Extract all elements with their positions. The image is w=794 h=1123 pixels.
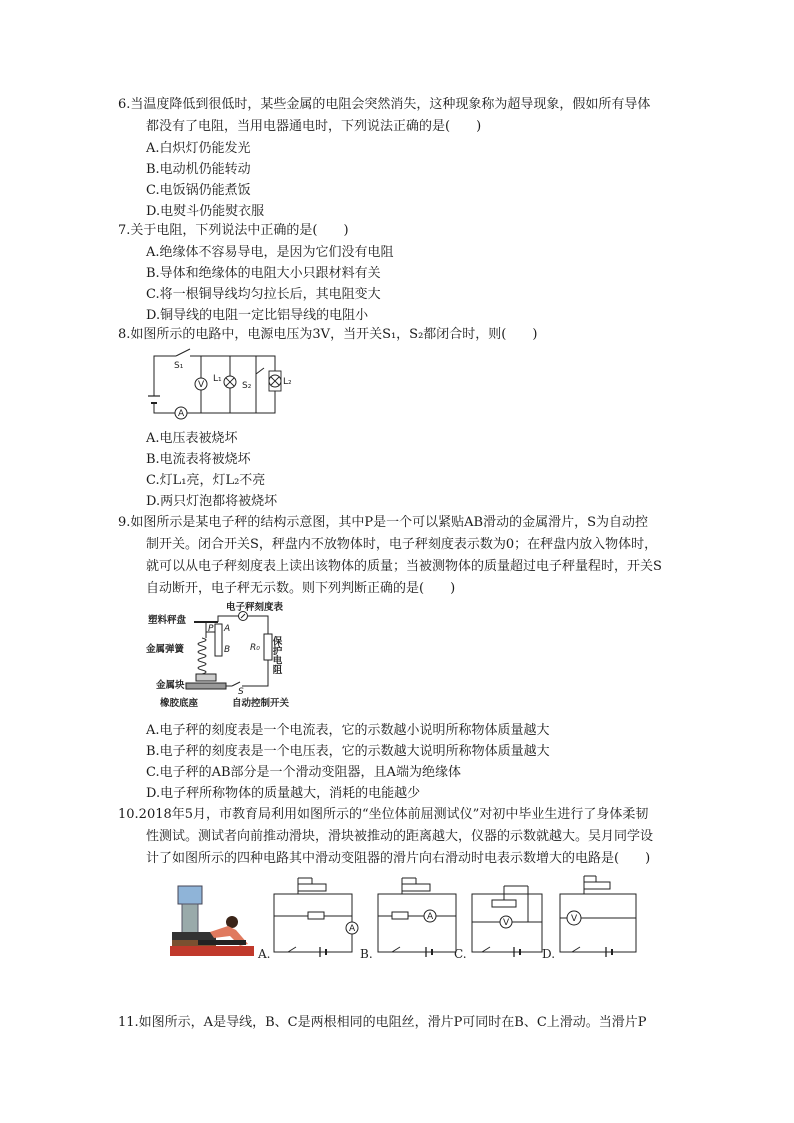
sit-and-reach-photo — [170, 886, 254, 956]
question-7-line-1: 7.关于电阻，下列说法中正确的是( ) — [118, 223, 349, 238]
label-spring: 金属弹簧 — [146, 644, 185, 655]
label-dial: 电子秤刻度表 — [226, 602, 284, 613]
question-9-options — [146, 720, 550, 804]
circuit-b — [378, 878, 456, 957]
question-10-stem — [118, 804, 698, 870]
label-s1: S₁ — [174, 361, 184, 371]
label-p: P — [208, 624, 214, 634]
question-9-line-3: 就可以从电子秤刻度表上读出该物体的质量；当被测物体的质量超过电子秤量程时，开关S — [146, 559, 662, 574]
label-protect-resistor: 保护电阻 — [270, 636, 282, 674]
label-pan: 塑料秤盘 — [148, 615, 187, 626]
question-6-options — [146, 138, 264, 222]
option-c: C.灯L₁亮，灯L₂不亮 — [146, 473, 266, 488]
option-a: A.绝缘体不容易导电，是因为它们没有电阻 — [146, 245, 394, 260]
question-7 — [118, 220, 698, 242]
question-8-line-1: 8.如图所示的电路中，电源电压为3V，当开关S₁，S₂都闭合时，则( ) — [118, 327, 538, 342]
question-6-stem — [118, 94, 698, 138]
choice-a: A. — [258, 947, 271, 961]
label-block: 金属块 — [156, 680, 185, 691]
label-l1: L₁ — [213, 374, 222, 384]
question-6-line-1: 6.当温度降低到很低时，某些金属的电阻会突然消失，这种现象称为超导现象，假如所有导体 — [118, 97, 651, 112]
electronic-scale-figure — [146, 598, 316, 714]
label-b: B — [224, 645, 231, 655]
circuit-figure-q8 — [146, 346, 306, 426]
label-auto-switch: 自动控制开关 — [232, 698, 290, 709]
option-d: D.铜导线的电阻一定比铝导线的电阻小 — [146, 308, 369, 323]
label-a: A — [178, 409, 185, 419]
question-8 — [118, 324, 698, 346]
option-c: C.将一根铜导线均匀拉长后，其电阻变大 — [146, 287, 381, 302]
question-9-line-4: 自动断开，电子秤无示数。则下列判断正确的是( ) — [146, 581, 456, 596]
meter-b-label: A — [427, 912, 434, 922]
question-11 — [118, 1012, 718, 1034]
choice-c: C. — [454, 947, 467, 961]
option-a: A.电压表被烧坏 — [146, 431, 238, 446]
label-s: S — [238, 687, 244, 697]
option-b: B.导体和绝缘体的电阻大小只跟材料有关 — [146, 266, 381, 281]
choice-b: B. — [360, 947, 373, 961]
option-c: C.电饭锅仍能煮饭 — [146, 183, 251, 198]
meter-a-label: A — [349, 924, 356, 934]
option-a: A.电子秤的刻度表是一个电流表，它的示数越小说明所称物体质量越大 — [146, 723, 550, 738]
label-l2: L₂ — [283, 377, 292, 387]
option-a: A.白炽灯仍能发光 — [146, 141, 251, 156]
label-v: V — [198, 380, 205, 390]
option-d: D.电熨斗仍能熨衣服 — [146, 204, 265, 219]
label-s2: S₂ — [242, 381, 252, 391]
label-r0: R₀ — [250, 643, 260, 653]
question-6 — [118, 94, 698, 138]
meter-c-label: V — [503, 918, 510, 928]
option-d: D.电子秤所称物体的质量越大，消耗的电能越少 — [146, 786, 421, 801]
question-9-line-2: 制开关。闭合开关S，秤盘内不放物体时，电子秤刻度表示数为0；在秤盘内放入物体时， — [146, 537, 658, 552]
question-10-figures — [170, 874, 670, 964]
option-d: D.两只灯泡都将被烧坏 — [146, 494, 278, 509]
label-base: 橡胶底座 — [160, 698, 199, 709]
label-a: A — [224, 624, 231, 634]
question-7-options — [146, 242, 394, 326]
option-b: B.电流表将被烧坏 — [146, 452, 251, 467]
question-6-line-2: 都没有了电阻，当用电器通电时，下列说法正确的是( ) — [146, 119, 482, 134]
meter-d-label: V — [571, 914, 578, 924]
question-9 — [118, 512, 698, 600]
option-b: B.电子秤的刻度表是一个电压表，它的示数越大说明所称物体质量越大 — [146, 744, 550, 759]
circuit-a — [274, 878, 352, 957]
question-10-line-2: 性测试。测试者向前推动滑块，滑块被推动的距离越大，仪器的示数就越大。吴月同学设 — [146, 829, 654, 844]
question-9-line-1: 9.如图所示是某电子秤的结构示意图，其中P是一个可以紧贴AB滑动的金属滑片，S为自动控 — [118, 515, 648, 530]
option-b: B.电动机仍能转动 — [146, 162, 251, 177]
question-8-options — [146, 428, 277, 512]
question-10-line-3: 计了如图所示的四种电路其中滑动变阻器的滑片向右滑动时电表示数增大的电路是( ) — [146, 851, 651, 866]
option-c: C.电子秤的AB部分是一个滑动变阻器，且A端为绝缘体 — [146, 765, 461, 780]
question-11-line-1: 11.如图所示，A是导线，B、C是两根相同的电阻丝，滑片P可同时在B、C上滑动。当滑片P — [118, 1015, 647, 1030]
question-9-stem — [118, 512, 698, 600]
question-10 — [118, 804, 698, 870]
choice-d: D. — [542, 947, 556, 961]
question-10-line-1: 10.2018年5月，市教育局利用如图所示的“坐位体前屈测试仪”对初中毕业生进行了身体柔韧 — [118, 807, 649, 822]
